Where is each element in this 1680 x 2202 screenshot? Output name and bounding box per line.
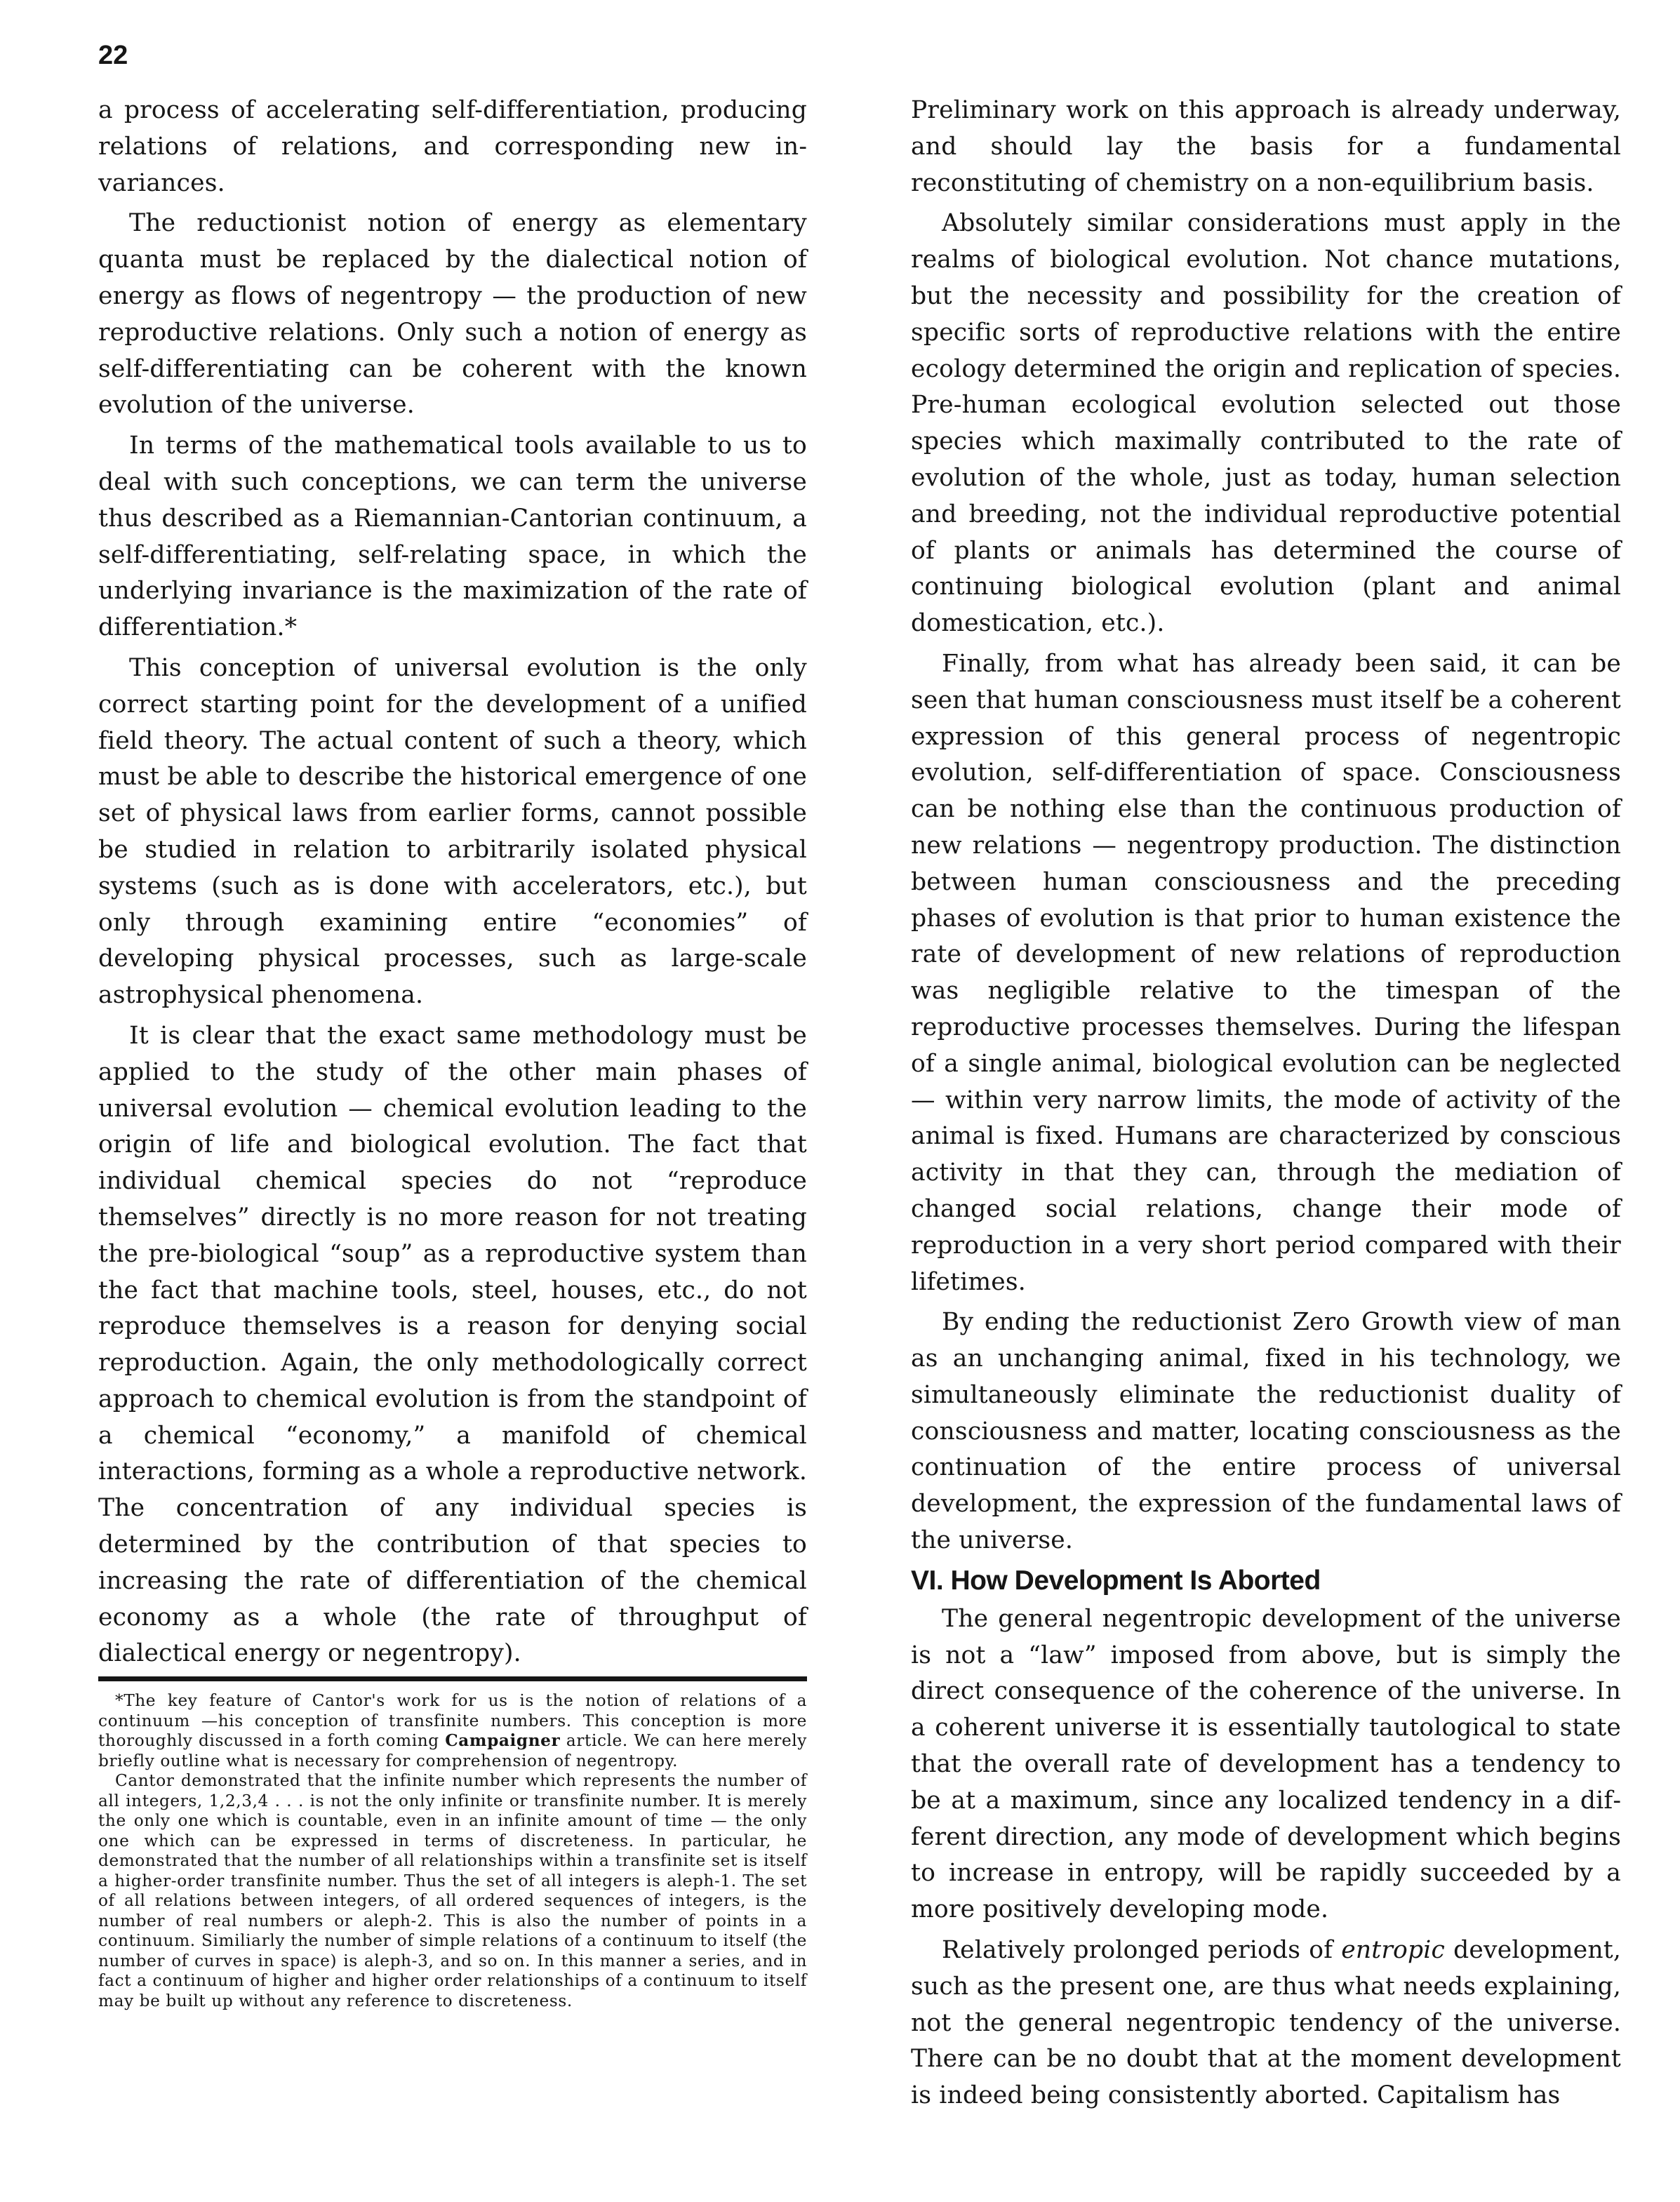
- footnote: [98, 1691, 807, 2011]
- body-paragraph: This conception of universal evolution is the only correct starting point for the development of a unified field theory. The actual content of such a theory, which must be able to describe the historical emergence of one set of physical laws from earlier forms, cannot possible be studied in relation to arbitrarily isolated physical systems (such as is done with accelerators, etc.), but only through examining entire “economies” of developing physical processes, such as large-scale astrophysical phenomena.: [98, 653, 807, 1010]
- section-heading: VI. How Development Is Aborted: [911, 1565, 1321, 1596]
- body-paragraph: It is clear that the exact same methodology must be applied to the study of the other main phases of universal evolution — chemical evolution leading to the origin of life and biological evolution. The fact that individual chemical species do not “reproduce themselves” directly is no more reason for not treating the pre-biological “soup” as a reproductive system than the fact that machine tools, steel, houses, etc., do not reproduce themselves is a reason for denying social reproduction. Again, the only methodologically correct approach to chemical evolution is from the standpoint of a chemical “economy,” a manifold of chemical interactions, forming as a whole a reproductive network. The concentration of any individual species is determined by the contribution of that species to increasing the rate of differentiation of the chemical economy as a whole (the rate of throughput of dialectical energy or negentropy).: [98, 1021, 807, 1668]
- footnote-paragraph: [98, 1691, 807, 1771]
- footnote-paragraph: Cantor demonstrated that the infinite number which represents the number of all integers, 1,2,3,4 . . . is not the only infinite or transfinite number. It is merely the only one which is countable, even in an infinite amount of time — the only one which can be expressed in terms of discreteness. In particular, he demonstrated that the number of all relationships within a transfinite set is itself a higher-order transfinite number. Thus the set of all integers is aleph-1. The set of all relations between integers, of all ordered sequences of integers, is the number of real numbers or aleph-2. This is also the number of points in a continuum. Similiarly the number of simple relations of a continuum to itself (the number of curves in space) is aleph-3, and so on. In this manner a series, and in fact a continuum of higher and higher order relationships of a continuum to itself may be built up without any reference to discreteness.: [98, 1771, 807, 2010]
- body-paragraph: Finally, from what has already been said, it can be seen that human consciousness must itself be a coherent expression of this general process of negentropic evolution, self-differentiation of space. Consciousness can be nothing else than the continuous production of new relations — negentropy production. The distinction between human consciousness and the preceding phases of evolution is that prior to human existence the rate of development of new relations of reproduction was negligible relative to the timespan of the reproductive processes themselves. During the lifespan of a single animal, biological evolution can be neglected — within very narrow limits, the mode of activity of the animal is fixed. Humans are characterized by conscious activity in that they can, through the mediation of changed social relations, change their mode of reproduction in a very short period compared with their lifetimes.: [911, 649, 1621, 1296]
- body-paragraph: The general negentropic development of the universe is not a “law” imposed from above, but is simply the direct consequence of the coherence of the universe. In a coherent universe it is essentially tautological to state that the overall rate of development has a tendency to be at a maximum, since any localized tendency in a different direction, any mode of development which begins to increase in entropy, will be rapidly succeeded by a more positively developing mode.: [911, 1604, 1621, 1924]
- footnote-divider: [98, 1676, 807, 1681]
- body-paragraph: [911, 1933, 1621, 2114]
- left-column: [98, 93, 807, 2011]
- paragraph-text: development, such as the present one, are thus what needs explaining, not the general negentropic tendency of the universe. There can be no doubt that at the moment development is indeed being consistently aborted. Capitalism has: [911, 1936, 1621, 2110]
- emphasis-text: entropic: [1341, 1936, 1446, 1965]
- body-paragraph: Preliminary work on this approach is already underway, and should lay the basis for a fundamental reconstituting of chemistry on a non-equilibrium basis.: [911, 96, 1621, 197]
- footnote-publication-title: Campaigner: [445, 1731, 561, 1751]
- body-paragraph: The reductionist notion of energy as elementary quanta must be replaced by the dialectical notion of energy as flows of negentropy — the production of new reproductive relations. Only such a notion of energy as self-differentiating can be coherent with the known evolution of the universe.: [98, 209, 807, 420]
- body-paragraph: By ending the reductionist Zero Growth view of man as an unchanging animal, fixed in his technology, we simultaneously eliminate the reductionist duality of consciousness and matter, locating consciousness as the continuation of the entire process of universal development, the expression of the fundamental laws of the universe.: [911, 1308, 1621, 1555]
- right-column: [911, 93, 1621, 2118]
- paragraph-text: Relatively prolonged periods of: [942, 1936, 1342, 1965]
- body-paragraph: In terms of the mathematical tools available to us to deal with such conceptions, we can term the universe thus described as a Riemannian-Cantorian continuum, a self-differentiating, self-relating space, in which the underlying invariance is the maximization of the rate of differentiation.*: [98, 432, 807, 642]
- page-number: 22: [98, 41, 128, 70]
- body-paragraph: a process of accelerating self-differentiation, producing relations of relations, and corresponding new invariances.: [98, 96, 807, 197]
- body-paragraph: Absolutely similar considerations must apply in the realms of biological evolution. Not chance mutations, but the necessity and possibility for the creation of specific sorts of reproductive relations with the entire ecology determined the origin and replication of species. Pre-human ecological evolution selected out those species which maximally contributed to the rate of evolution of the whole, just as today, human selection and breeding, not the individual reproductive potential of plants or animals has determined the course of continuing biological evolution (plant and animal domestication, etc.).: [911, 209, 1621, 638]
- footnote-text: article. We can here merely briefly outline what is necessary for comprehension of negentropy.: [98, 1731, 807, 1770]
- footnote-text: *The key feature of Cantor's work for us is the notion of relations of a continuum —his conception of transfinite numbers. This conception is more thoroughly discussed in a forth coming: [98, 1691, 807, 1751]
